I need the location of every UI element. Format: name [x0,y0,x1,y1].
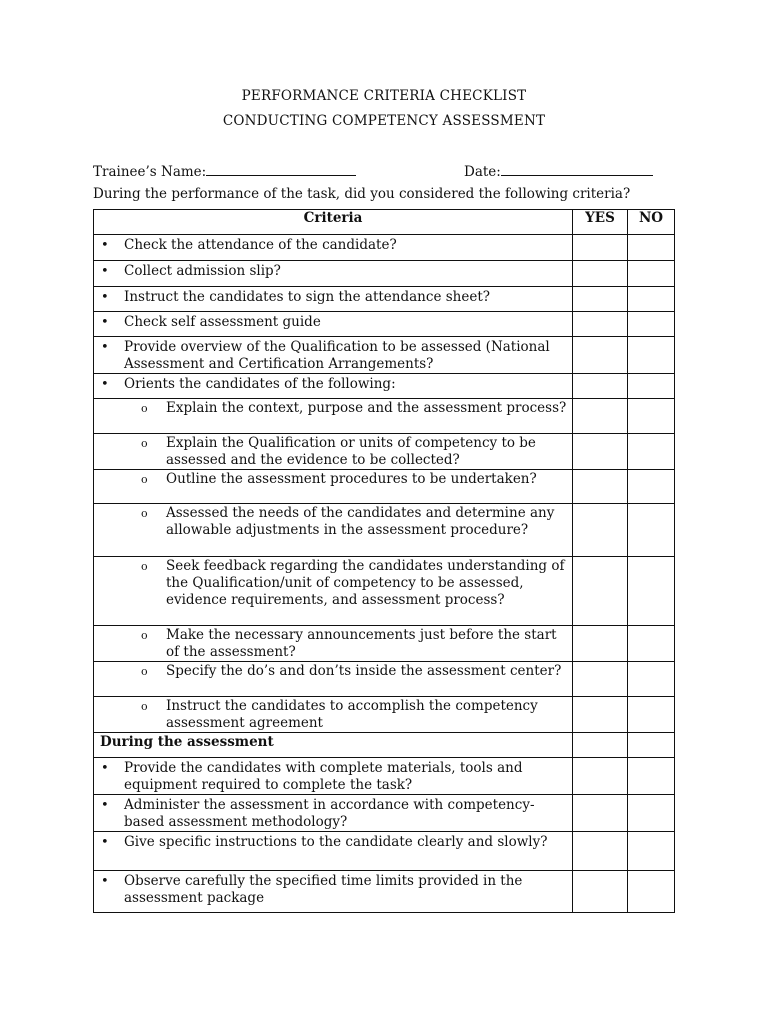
criteria-text: Check the attendance of the candidate? [124,237,397,253]
criteria-cell [94,795,573,832]
table-row [94,399,675,434]
criteria-text: Explain the Qualification or units of competency to be assessed and the evidence to be collected? [166,435,536,468]
sub-bullet-marker: o [141,402,148,415]
sub-bullet-marker: o [141,629,148,642]
table-row [94,337,675,374]
criteria-text: Orients the candidates of the following: [124,376,396,392]
sub-bullet-marker: o [141,507,148,520]
no-checkbox-cell[interactable] [628,557,675,626]
yes-checkbox-cell[interactable] [573,261,628,287]
criteria-cell [94,312,573,337]
yes-checkbox-cell[interactable] [573,557,628,626]
no-checkbox-cell[interactable] [628,662,675,697]
table-row [94,374,675,399]
bullet-marker: • [101,264,109,279]
yes-checkbox-cell[interactable] [573,235,628,261]
criteria-cell [94,470,573,504]
section-heading: During the assessment [100,734,274,750]
criteria-text: Collect admission slip? [124,263,281,279]
criteria-text: Provide the candidates with complete materials, tools and equipment required to complete the task? [124,760,523,793]
criteria-cell [94,337,573,374]
table-row [94,312,675,337]
criteria-cell [94,434,573,470]
yes-checkbox-cell[interactable] [573,832,628,871]
criteria-text: Assessed the needs of the candidates and determine any allowable adjustments in the assessment procedure? [166,505,555,538]
criteria-text: Administer the assessment in accordance with competency-based assessment methodology? [124,797,535,830]
yes-checkbox-cell[interactable] [573,287,628,312]
yes-checkbox-cell[interactable] [573,337,628,374]
sub-bullet-marker: o [141,665,148,678]
criteria-cell [94,504,573,557]
bullet-marker: • [101,238,109,253]
no-checkbox-cell[interactable] [628,337,675,374]
bullet-marker: • [101,798,109,813]
criteria-text: Give specific instructions to the candidate clearly and slowly? [124,834,548,850]
criteria-text: Make the necessary announcements just before the start of the assessment? [166,627,557,660]
criteria-cell [94,758,573,795]
criteria-text: Explain the context, purpose and the assessment process? [166,400,567,416]
no-checkbox-cell[interactable] [628,832,675,871]
no-checkbox-cell[interactable] [628,795,675,832]
table-row [94,871,675,913]
criteria-text: Seek feedback regarding the candidates understanding of the Qualification/unit of competency to be assessed, evidence requirements, and assessment process? [166,558,565,608]
no-checkbox-cell[interactable] [628,733,675,758]
table-row [94,235,675,261]
criteria-cell [94,261,573,287]
document-subtitle: CONDUCTING COMPETENCY ASSESSMENT [222,113,546,129]
no-checkbox-cell[interactable] [628,312,675,337]
criteria-header: Criteria [94,210,573,235]
criteria-cell [94,662,573,697]
no-checkbox-cell[interactable] [628,287,675,312]
date-blank[interactable] [501,161,653,176]
table-row [94,758,675,795]
yes-checkbox-cell[interactable] [573,662,628,697]
criteria-cell [94,399,573,434]
date-field[interactable] [464,161,653,180]
criteria-cell [94,733,573,758]
no-checkbox-cell[interactable] [628,626,675,662]
no-checkbox-cell[interactable] [628,470,675,504]
yes-checkbox-cell[interactable] [573,504,628,557]
sub-bullet-marker: o [141,437,148,450]
no-checkbox-cell[interactable] [628,871,675,913]
sub-bullet-marker: o [141,700,148,713]
yes-checkbox-cell[interactable] [573,697,628,733]
no-checkbox-cell[interactable] [628,758,675,795]
yes-checkbox-cell[interactable] [573,795,628,832]
yes-checkbox-cell[interactable] [573,374,628,399]
criteria-text: Specify the do’s and don’ts inside the assessment center? [166,663,562,679]
table-row [94,697,675,733]
table-header-row [94,210,675,235]
yes-checkbox-cell[interactable] [573,312,628,337]
criteria-cell [94,557,573,626]
yes-checkbox-cell[interactable] [573,733,628,758]
document-title: PERFORMANCE CRITERIA CHECKLIST [241,88,527,104]
no-checkbox-cell[interactable] [628,697,675,733]
criteria-cell [94,287,573,312]
table-row [94,557,675,626]
yes-checkbox-cell[interactable] [573,626,628,662]
bullet-marker: • [101,340,109,355]
bullet-marker: • [101,290,109,305]
bullet-marker: • [101,761,109,776]
trainee-name-field[interactable] [93,161,356,180]
criteria-text: Check self assessment guide [124,314,321,330]
yes-checkbox-cell[interactable] [573,399,628,434]
bullet-marker: • [101,315,109,330]
yes-header: YES [573,210,628,235]
no-checkbox-cell[interactable] [628,235,675,261]
criteria-text: Instruct the candidates to sign the attendance sheet? [124,289,490,305]
table-row [94,287,675,312]
trainee-name-label: Trainee’s Name: [93,164,207,180]
trainee-name-blank[interactable] [206,161,356,176]
no-checkbox-cell[interactable] [628,261,675,287]
table-row [94,662,675,697]
criteria-cell [94,374,573,399]
table-row [94,626,675,662]
no-checkbox-cell[interactable] [628,374,675,399]
table-row [94,470,675,504]
criteria-text: Outline the assessment procedures to be undertaken? [166,471,537,487]
no-header: NO [628,210,675,235]
table-row [94,832,675,871]
criteria-text: Observe carefully the specified time limits provided in the assessment package [124,873,523,906]
criteria-cell [94,871,573,913]
sub-bullet-marker: o [141,560,148,573]
yes-checkbox-cell[interactable] [573,871,628,913]
no-checkbox-cell[interactable] [628,504,675,557]
criteria-cell [94,626,573,662]
no-checkbox-cell[interactable] [628,434,675,470]
yes-checkbox-cell[interactable] [573,758,628,795]
criteria-table [93,209,675,913]
criteria-text: Instruct the candidates to accomplish the competency assessment agreement [166,698,538,731]
yes-checkbox-cell[interactable] [573,470,628,504]
table-row [94,504,675,557]
yes-checkbox-cell[interactable] [573,434,628,470]
table-row [94,434,675,470]
criteria-text: Provide overview of the Qualification to be assessed (National Assessment and Certification Arrangements? [124,339,550,372]
bullet-marker: • [101,377,109,392]
bullet-marker: • [101,874,109,889]
sub-bullet-marker: o [141,473,148,486]
bullet-marker: • [101,835,109,850]
no-checkbox-cell[interactable] [628,399,675,434]
criteria-cell [94,832,573,871]
section-heading-row [94,733,675,758]
criteria-cell [94,697,573,733]
table-row [94,795,675,832]
date-label: Date: [464,164,501,180]
table-row [94,261,675,287]
criteria-question: During the performance of the task, did you considered the following criteria? [93,186,631,202]
criteria-cell [94,235,573,261]
